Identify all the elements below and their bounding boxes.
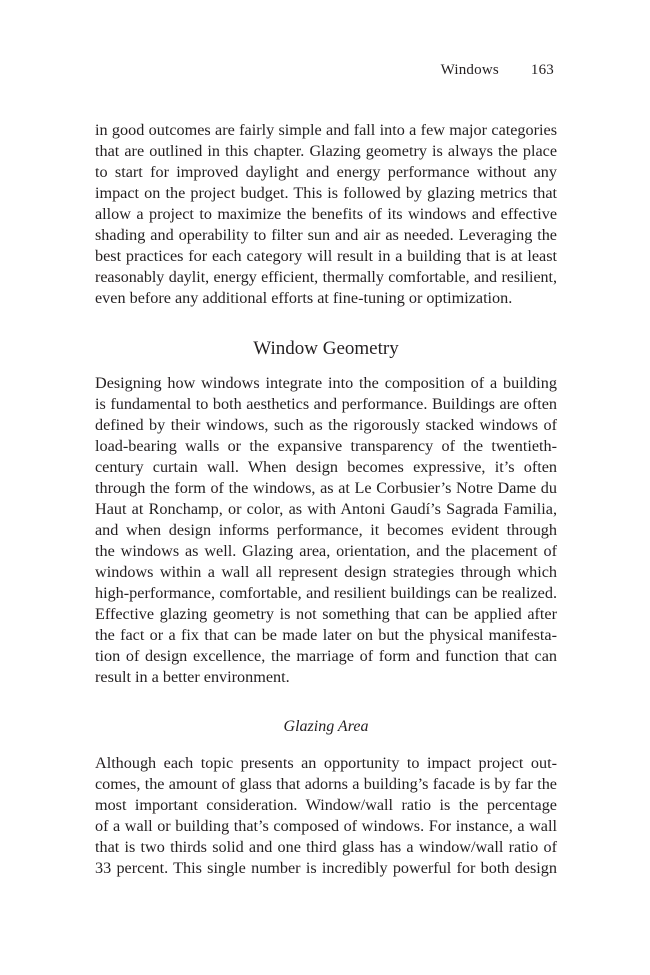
text-line: that are outlined in this chapter. Glazing geometry is always the place (95, 142, 557, 160)
text-line: result in a better environment. (95, 668, 290, 686)
text-line: and when design informs performance, it becomes evident through (95, 521, 557, 539)
text-line: high-performance, comfortable, and resilient buildings can be realized. (95, 584, 557, 602)
text-line: impact on the project budget. This is followed by glazing metrics that (95, 184, 557, 202)
text-line: allow a project to maximize the benefits of its windows and effective (95, 205, 557, 223)
text-line: Effective glazing geometry is not something that can be applied after (95, 605, 557, 623)
text-line: load-bearing walls or the expansive transparency of the twentieth- (95, 437, 557, 455)
text-line: comes, the amount of glass that adorns a building’s facade is by far the (95, 775, 557, 793)
glazing-area-paragraph (95, 753, 557, 879)
running-head (441, 62, 554, 79)
text-line: 33 percent. This single number is incredibly powerful for both design (95, 859, 557, 877)
text-line: windows within a wall all represent design strategies through which (95, 563, 557, 581)
text-line: Designing how windows integrate into the composition of a building (95, 374, 557, 392)
text-line: to start for improved daylight and energy performance without any (95, 163, 557, 181)
text-line: through the form of the windows, as at Le Corbusier’s Notre Dame du (95, 479, 557, 497)
text-line: defined by their windows, such as the rigorously stacked windows of (95, 416, 557, 434)
text-line: Although each topic presents an opportunity to impact project out- (95, 754, 557, 772)
text-line: the windows as well. Glazing area, orientation, and the placement of (95, 542, 557, 560)
section-heading: Window Geometry (253, 338, 399, 359)
text-line: that is two thirds solid and one third glass has a window/wall ratio of (95, 838, 557, 856)
text-line: century curtain wall. When design becomes expressive, it’s often (95, 458, 557, 476)
page-number: 163 (530, 62, 554, 78)
subsection-heading: Glazing Area (283, 718, 369, 735)
text-line: best practices for each category will result in a building that is at least (95, 247, 557, 265)
text-line: Haut at Ronchamp, or color, as with Antoni Gaudí’s Sagrada Familia, (95, 500, 557, 518)
text-line: in good outcomes are fairly simple and fall into a few major categories (95, 121, 557, 139)
geometry-paragraph (95, 373, 557, 688)
text-line: tion of design excellence, the marriage of form and function that can (95, 647, 557, 665)
text-line: the fact or a fix that can be made later on but the physical manifesta- (95, 626, 557, 644)
text-line: most important consideration. Window/wall ratio is the percentage (95, 796, 557, 814)
text-line: shading and operability to filter sun and air as needed. Leveraging the (95, 226, 557, 244)
text-line: is fundamental to both aesthetics and performance. Buildings are often (95, 395, 557, 413)
running-head-title: Windows (440, 62, 499, 78)
text-line: reasonably daylit, energy efficient, thermally comfortable, and resilient, (95, 269, 557, 286)
text-line: of a wall or building that’s composed of windows. For instance, a wall (95, 817, 557, 835)
intro-paragraph (95, 120, 557, 309)
text-line: even before any additional efforts at fine-tuning or optimization. (95, 289, 513, 307)
